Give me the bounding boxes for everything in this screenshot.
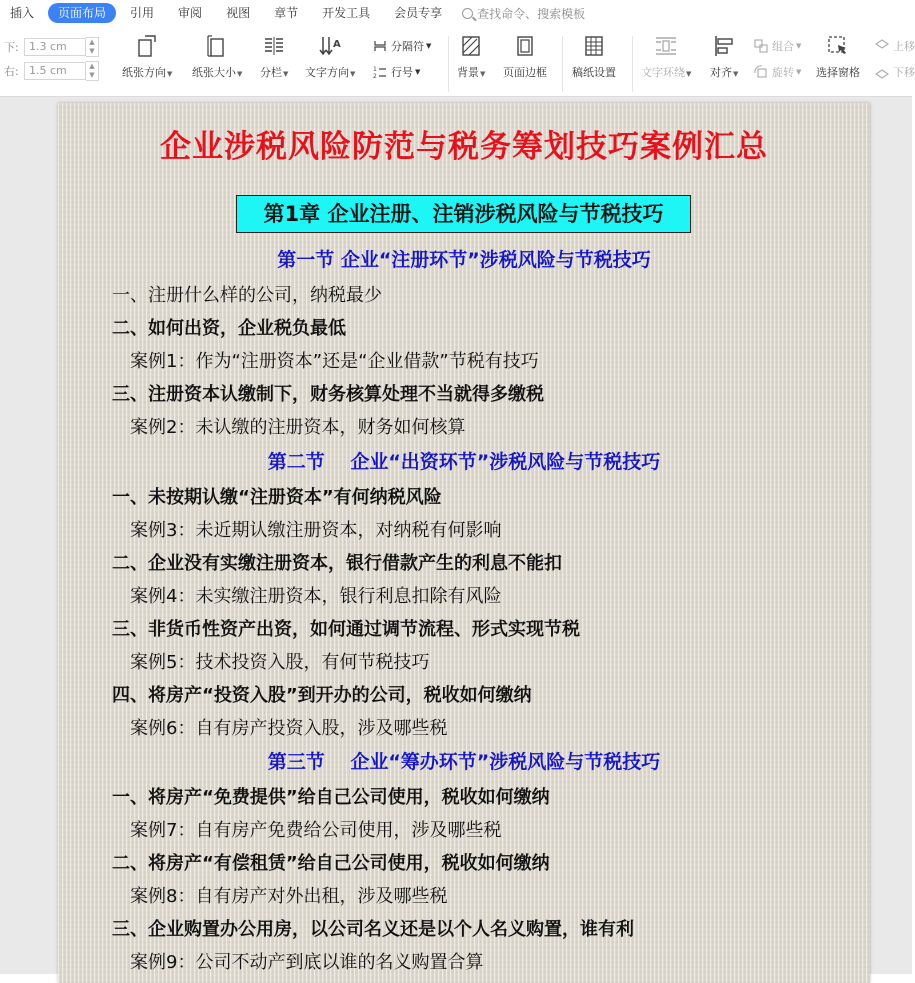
send-backward-icon [875,65,889,79]
case-item: 案例1：作为“注册资本”还是“企业借款”节税有技巧 [130,351,539,372]
list-item: 一、注册什么样的公司，纳税最少 [112,285,382,306]
case-item: 案例6：自有房产投资入股，涉及哪些税 [130,718,448,739]
paper-orientation-icon [135,34,159,58]
case-item: 案例2：未认缴的注册资本，财务如何核算 [130,417,466,438]
bring-forward-icon [875,39,889,53]
background-button[interactable]: 背景▼ [457,34,485,80]
menu-view[interactable]: 视图 [226,6,251,20]
menu-page-layout[interactable]: 页面布局 [48,3,116,23]
list-item: 三、注册资本认缴制下，财务核算处理不当就得多缴税 [112,384,544,405]
paper-size-icon [205,34,229,58]
list-item: 二、企业没有实缴注册资本，银行借款产生的利息不能扣 [112,553,562,574]
columns-label: 分栏 [260,66,282,79]
document-area [0,97,912,974]
case-item: 案例3：未近期认缴注册资本，对纳税有何影响 [130,520,502,541]
menu-references[interactable]: 引用 [130,6,155,20]
list-item: 一、未按期认缴“注册资本”有何纳税风险 [112,487,442,508]
columns-button[interactable]: 分栏▼ [260,34,288,80]
line-number-label: 行号 [391,66,413,79]
page-border-label: 页面边框 [503,66,547,79]
svg-text:A: A [333,39,341,50]
menu-chapter[interactable]: 章节 [274,6,299,20]
menu-bar [0,0,912,26]
paper-orientation-label: 纸张方向 [122,66,166,79]
selection-pane-icon [826,34,850,58]
case-item: 案例9：公司不动产到底以谁的名义购置合算 [130,952,484,973]
case-item: 案例8：自有房产对外出租，涉及哪些税 [130,886,448,907]
paper-size-label: 纸张大小 [192,66,236,79]
menu-developer[interactable]: 开发工具 [322,6,371,20]
text-wrap-label: 文字环绕 [641,66,685,79]
separator-button[interactable]: 分隔符 ▼ [373,38,431,54]
line-number-button[interactable]: 1 2 行号 ▼ [373,66,421,80]
manuscript-grid-icon [582,34,606,58]
document-title: 企业涉税风险防范与税务筹划技巧案例汇总 [160,129,768,165]
send-backward-label: 下移 [893,66,915,79]
search-icon [462,8,473,19]
list-item: 一、将房产“免费提供”给自己公司使用，税收如何缴纳 [112,787,550,808]
margin-settings [4,36,99,84]
margin-bottom-spinner[interactable]: ▲ ▼ [86,37,99,57]
ribbon-divider [632,36,633,92]
background-label: 背景 [457,66,479,79]
chapter-heading: 第1章 企业注册、注销涉税风险与节税技巧 [236,195,691,233]
page-border-button[interactable] [503,34,547,80]
menu-review[interactable]: 审阅 [178,6,203,20]
ribbon-divider [562,36,563,92]
align-button[interactable]: 对齐▼ [710,34,738,80]
group-label: 组合 [772,40,794,53]
list-item: 二、将房产“有偿租赁”给自己公司使用，税收如何缴纳 [112,853,550,874]
margin-bottom-label: 下: [4,41,19,54]
list-item: 二、如何出资，企业税负最低 [112,318,346,339]
line-number-icon [373,65,387,79]
text-direction-icon [318,34,342,58]
command-search-placeholder: 查找命令、搜索模板 [477,6,586,21]
manuscript-settings-button[interactable] [572,34,616,80]
menu-member[interactable]: 会员专享 [394,6,443,20]
margin-right-spinner[interactable]: ▲ ▼ [86,61,99,81]
columns-icon [262,34,286,58]
text-direction-label: 文字方向 [305,66,349,79]
ribbon-divider [448,36,449,92]
send-backward-button[interactable] [875,64,915,80]
command-search[interactable] [456,5,585,22]
manuscript-settings-label: 稿纸设置 [572,66,616,79]
section-heading: 第一节 企业“注册环节”涉税风险与节税技巧 [277,249,651,271]
paper-orientation-button[interactable]: 纸张方向▼ [122,34,172,80]
group-button[interactable]: 组合 ▼ [754,38,801,54]
group-icon [754,39,768,53]
selection-pane-button[interactable] [816,34,860,80]
section-heading: 第三节 企业“筹办环节”涉税风险与节税技巧 [267,751,661,773]
page-break-icon [373,39,387,53]
text-wrap-button[interactable]: 文字环绕▼ [641,34,691,80]
case-item: 案例5：技术投资入股，有何节税技巧 [130,652,430,673]
background-icon [459,34,483,58]
margin-right-input[interactable]: 1.5 cm [24,62,86,80]
align-label: 对齐 [710,66,732,79]
list-item: 三、非货币性资产出资，如何通过调节流程、形式实现节税 [112,619,580,640]
rotate-label: 旋转 [772,66,794,79]
text-direction-button[interactable]: A 文字方向▼ [305,34,355,80]
svg-text:1: 1 [373,66,377,73]
menu-insert[interactable]: 插入 [10,6,35,20]
bring-forward-button[interactable] [875,38,915,54]
list-item: 四、将房产“投资入股”到开办的公司，税收如何缴纳 [112,685,532,706]
case-item: 案例4：未实缴注册资本，银行利息扣除有风险 [130,586,502,607]
paper-size-button[interactable]: 纸张大小▼ [192,34,242,80]
align-icon [712,34,736,58]
separator-label: 分隔符 [391,40,424,53]
margin-bottom-input[interactable]: 1.3 cm [24,38,86,56]
selection-pane-label: 选择窗格 [816,66,860,79]
page-border-icon [513,34,537,58]
document-page[interactable] [58,103,870,983]
case-item: 案例7：自有房产免费给公司使用，涉及哪些税 [130,820,502,841]
list-item: 三、企业购置办公用房，以公司名义还是以个人名义购置，谁有利 [112,919,634,940]
text-wrap-icon [654,34,678,58]
bring-forward-label: 上移 [893,40,915,53]
margin-right-label: 右: [4,65,19,78]
ribbon-toolbar [0,26,915,97]
rotate-icon [754,65,768,79]
section-heading: 第二节 企业“出资环节”涉税风险与节税技巧 [267,451,661,473]
svg-text:2: 2 [373,73,377,80]
rotate-button[interactable]: 旋转 ▼ [754,64,801,80]
